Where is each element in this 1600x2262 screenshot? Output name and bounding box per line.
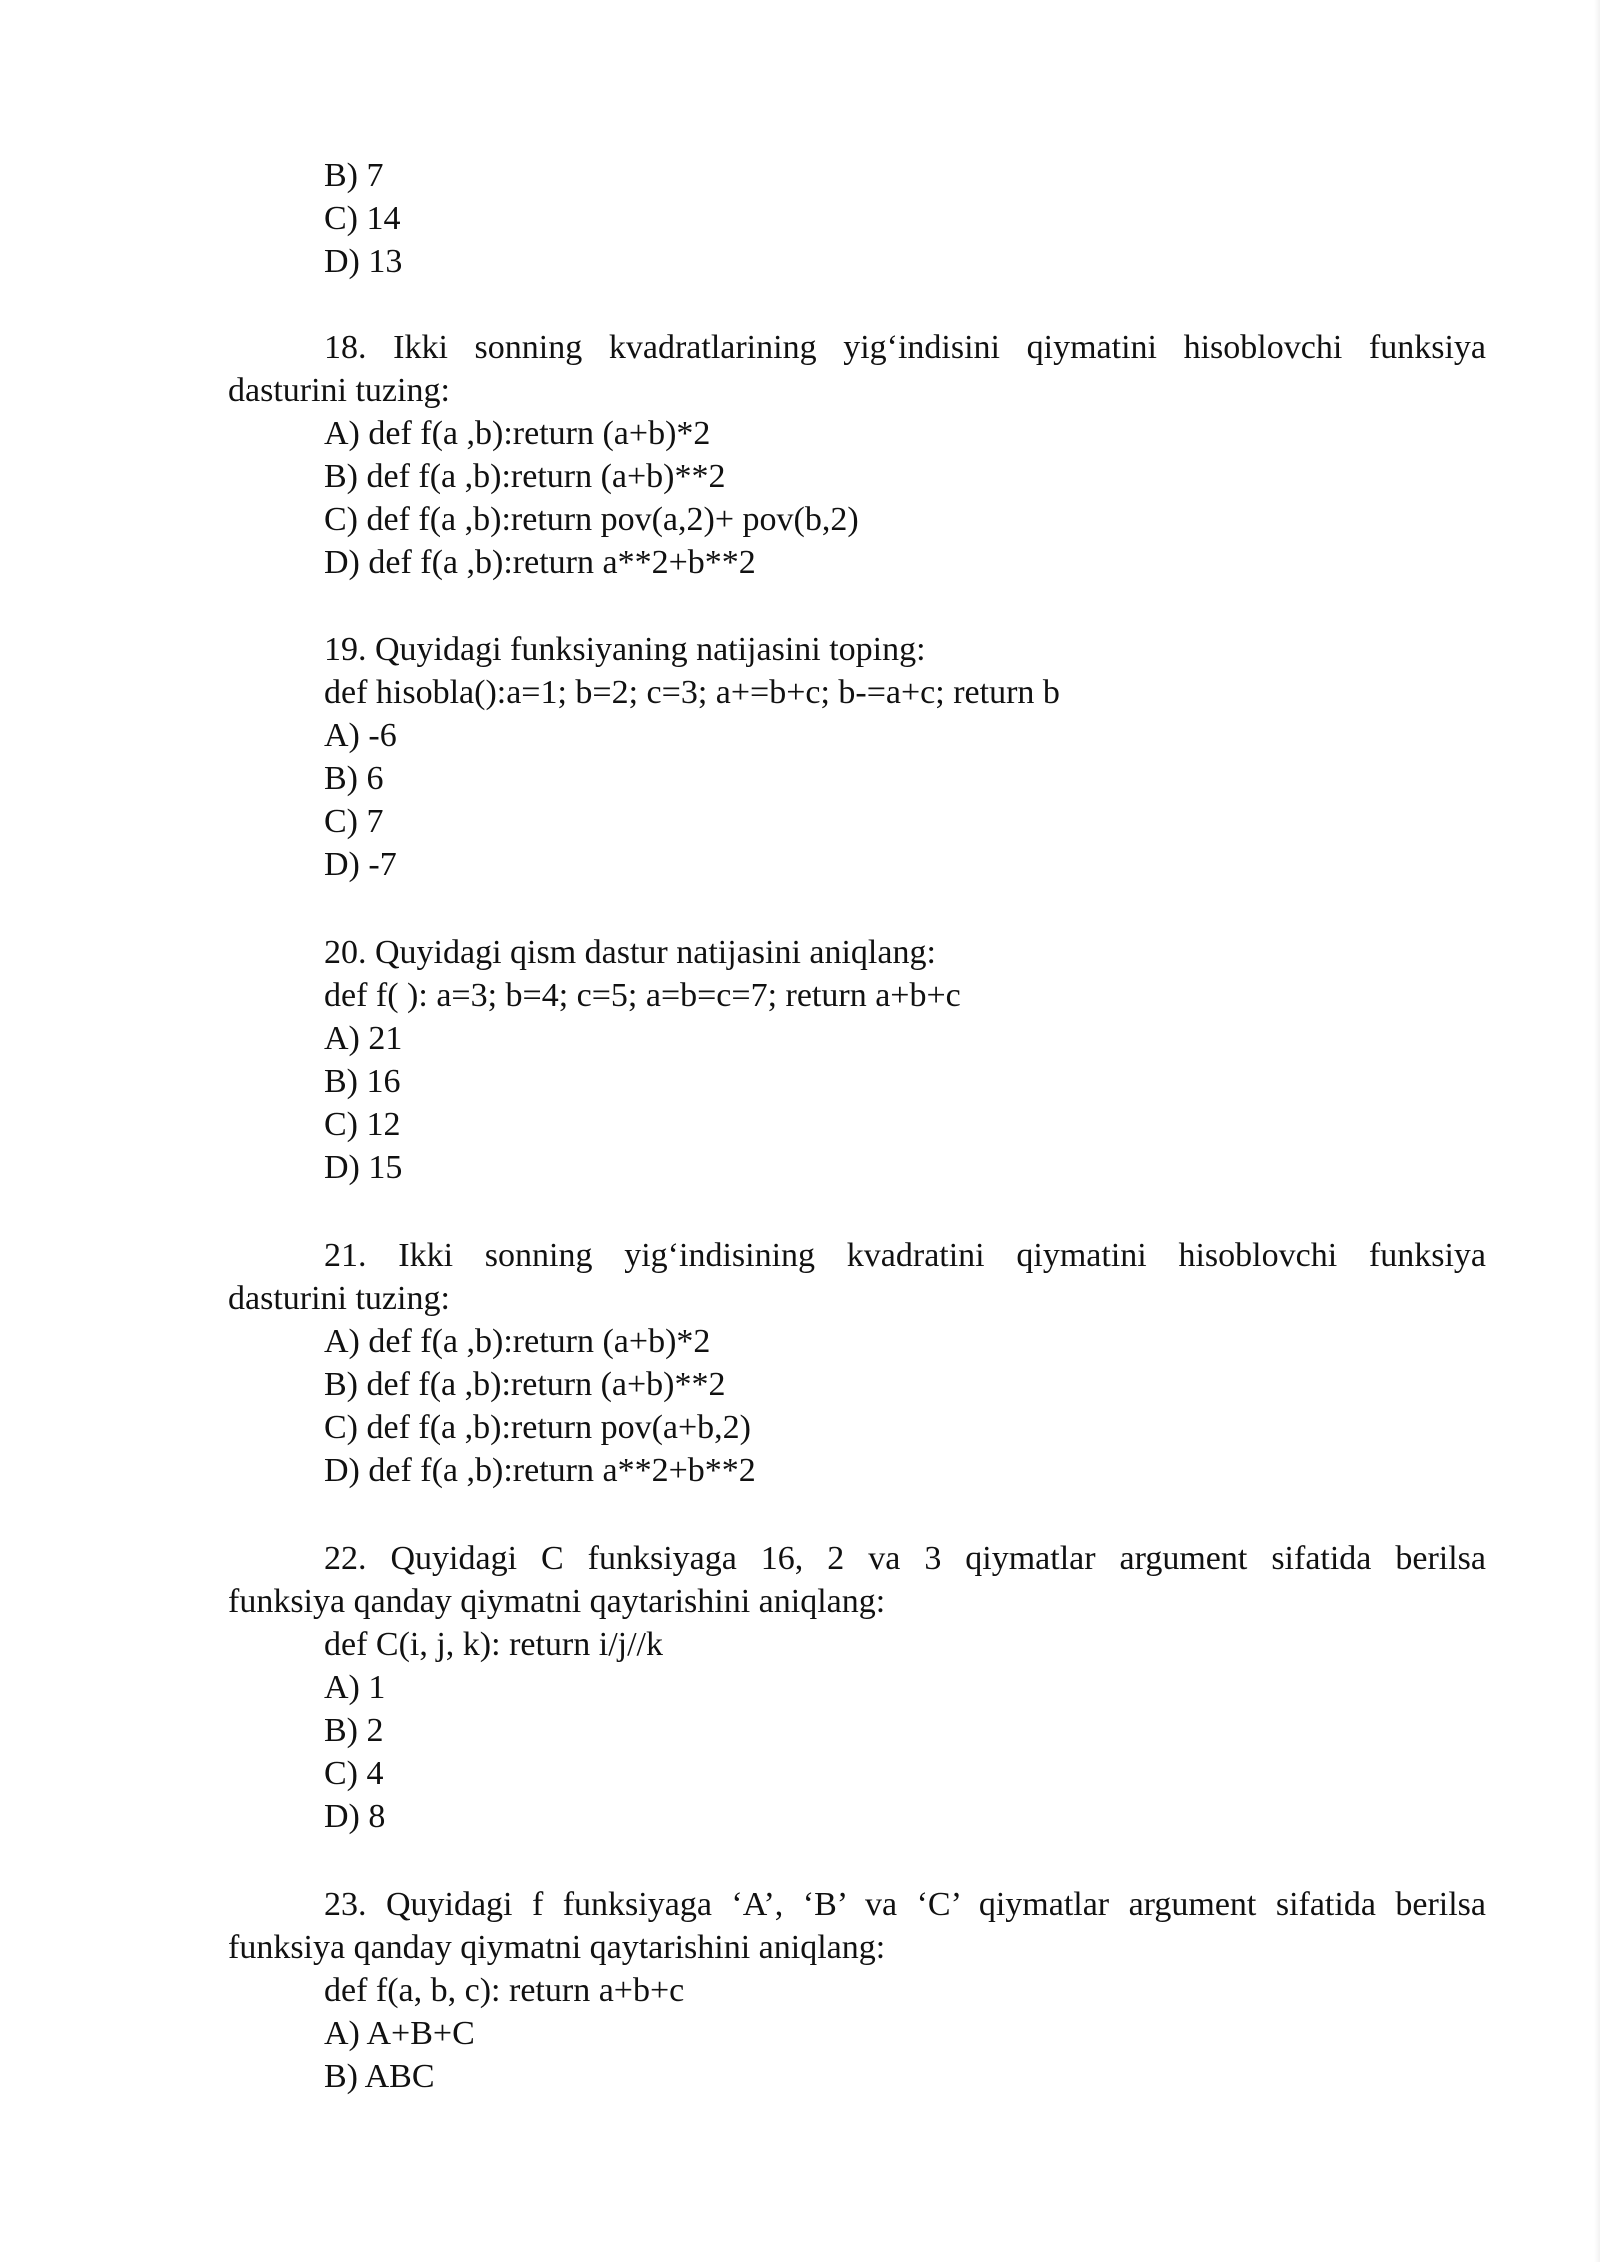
question-18-option-c: C) def f(a ,b):return pov(a,2)+ pov(b,2) [324,501,859,538]
question-18-option-d: D) def f(a ,b):return a**2+b**2 [324,544,756,581]
question-20-text: 20. Quyidagi qism dastur natijasini aniqlang: [324,934,936,971]
question-23-text: 23. Quyidagi f funksiyaga ‘A’, ‘B’ va ‘C’ qiymatlar argument sifatida berilsa [324,1886,1486,1923]
question-23-option-b: B) ABC [324,2058,435,2095]
question-20-option-a: A) 21 [324,1020,403,1057]
question-22-text-cont: funksiya qanday qiymatni qaytarishini aniqlang: [228,1583,886,1620]
question-19-option-d: D) -7 [324,846,397,883]
question-23-option-a: A) A+B+C [324,2015,475,2052]
question-22-option-d: D) 8 [324,1798,386,1835]
question-22-code: def C(i, j, k): return i/j//k [324,1626,663,1663]
question-21-option-b: B) def f(a ,b):return (a+b)**2 [324,1366,726,1403]
question-19-option-c: C) 7 [324,803,384,840]
question-23-text-cont: funksiya qanday qiymatni qaytarishini aniqlang: [228,1929,886,1966]
question-21-option-a: A) def f(a ,b):return (a+b)*2 [324,1323,711,1360]
question-21-text-cont: dasturini tuzing: [228,1280,450,1317]
question-21-option-d: D) def f(a ,b):return a**2+b**2 [324,1452,756,1489]
option-c: C) 14 [324,200,401,237]
question-21-option-c: C) def f(a ,b):return pov(a+b,2) [324,1409,752,1446]
option-b: B) 7 [324,157,384,194]
question-20-option-b: B) 16 [324,1063,401,1100]
question-20-option-d: D) 15 [324,1149,403,1186]
option-d: D) 13 [324,243,403,280]
question-21-text: 21. Ikki sonning yig‘indisining kvadratini qiymatini hisoblovchi funksiya [324,1237,1486,1274]
question-23-code: def f(a, b, c): return a+b+c [324,1972,685,2009]
question-22-option-b: B) 2 [324,1712,384,1749]
question-18-option-b: B) def f(a ,b):return (a+b)**2 [324,458,726,495]
question-18-text-cont: dasturini tuzing: [228,372,450,409]
question-20-option-c: C) 12 [324,1106,401,1143]
question-19-code: def hisobla():a=1; b=2; c=3; a+=b+c; b-=a+c; return b [324,674,1060,711]
question-18-text: 18. Ikki sonning kvadratlarining yig‘indisini qiymatini hisoblovchi funksiya [324,329,1486,366]
question-19-option-a: A) -6 [324,717,397,754]
question-22-text: 22. Quyidagi C funksiyaga 16, 2 va 3 qiymatlar argument sifatida berilsa [324,1540,1486,1577]
question-22-option-a: A) 1 [324,1669,386,1706]
question-20-code: def f( ): a=3; b=4; c=5; a=b=c=7; return a+b+c [324,977,961,1014]
question-18-option-a: A) def f(a ,b):return (a+b)*2 [324,415,711,452]
question-19-option-b: B) 6 [324,760,384,797]
question-22-option-c: C) 4 [324,1755,384,1792]
question-19-text: 19. Quyidagi funksiyaning natijasini toping: [324,631,926,668]
page-edge-shadow [1594,0,1600,2262]
